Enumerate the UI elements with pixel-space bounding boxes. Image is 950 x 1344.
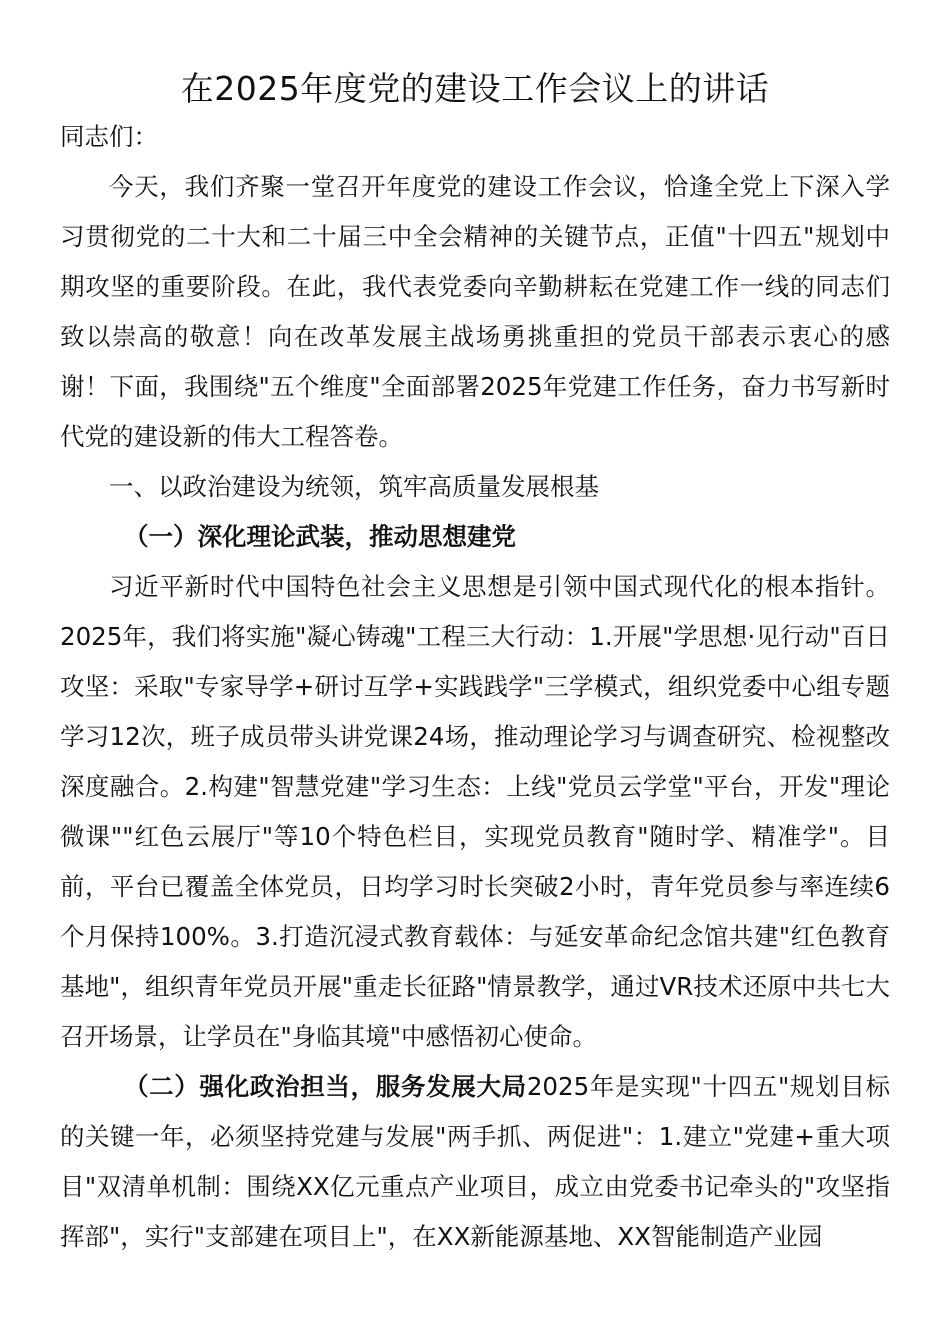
subsection-two-paragraph — [60, 1062, 890, 1262]
subsection-two-heading: （二）强化政治担当，服务发展大局 — [124, 1072, 527, 1101]
salutation: 同志们： — [60, 122, 158, 151]
section-one-heading: 一、以政治建设为统领，筑牢高质量发展根基 — [109, 472, 599, 501]
subsection-one-heading: （一）深化理论武装，推动思想建党 — [124, 522, 516, 551]
intro-paragraph: 今天，我们齐聚一堂召开年度党的建设工作会议，恰逢全党上下深入学习贯彻党的二十大和二十届三中全会精神的关键节点，正值"十四五"规划中期攻坚的重要阶段。在此，我代表党委向辛勤耕耘在党建工作一线的同志们致以崇高的敬意！向在改革发展主战场勇挑重担的党员干部表示衷心的感谢！下面，我围绕"五个维度"全面部署2025年党建工作任务，奋力书写新时代党的建设新的伟大工程答卷。 — [60, 172, 890, 451]
document-title: 在2025年度党的建设工作会议上的讲话 — [180, 69, 770, 108]
subsection-one-body: 习近平新时代中国特色社会主义思想是引领中国式现代化的根本指针。2025年，我们将实施"凝心铸魂"工程三大行动：1.开展"学思想·见行动"百日攻坚：采取"专家导学+研讨互学+实践践学"三学模式，组织党委中心组专题学习12次，班子成员带头讲党课24场，推动理论学习与调查研究、检视整改深度融合。2.构建"智慧党建"学习生态：上线"党员云学堂"平台，开发"理论微课""红色云展厅"等10个特色栏目，实现党员教育"随时学、精准学"。目前，平台已覆盖全体党员，日均学习时长突破2小时，青年党员参与率连续6个月保持100%。3.打造沉浸式教育载体：与延安革命纪念馆共建"红色教育基地"，组织青年党员开展"重走长征路"情景教学，通过VR技术还原中共七大召开场景，让学员在"身临其境"中感悟初心使命。 — [60, 572, 890, 1051]
subsection-two-body: 2025年是实现"十四五"规划目标的关键一年，必须坚持党建与发展"两手抓、两促进"：1.建立"党建+重大项目"双清单机制：围绕XX亿元重点产业项目，成立由党委书记牵头的"攻坚指挥部"，实行"支部建在项目上"，在XX新能源基地、XX智能制造产业园 — [60, 1072, 891, 1251]
